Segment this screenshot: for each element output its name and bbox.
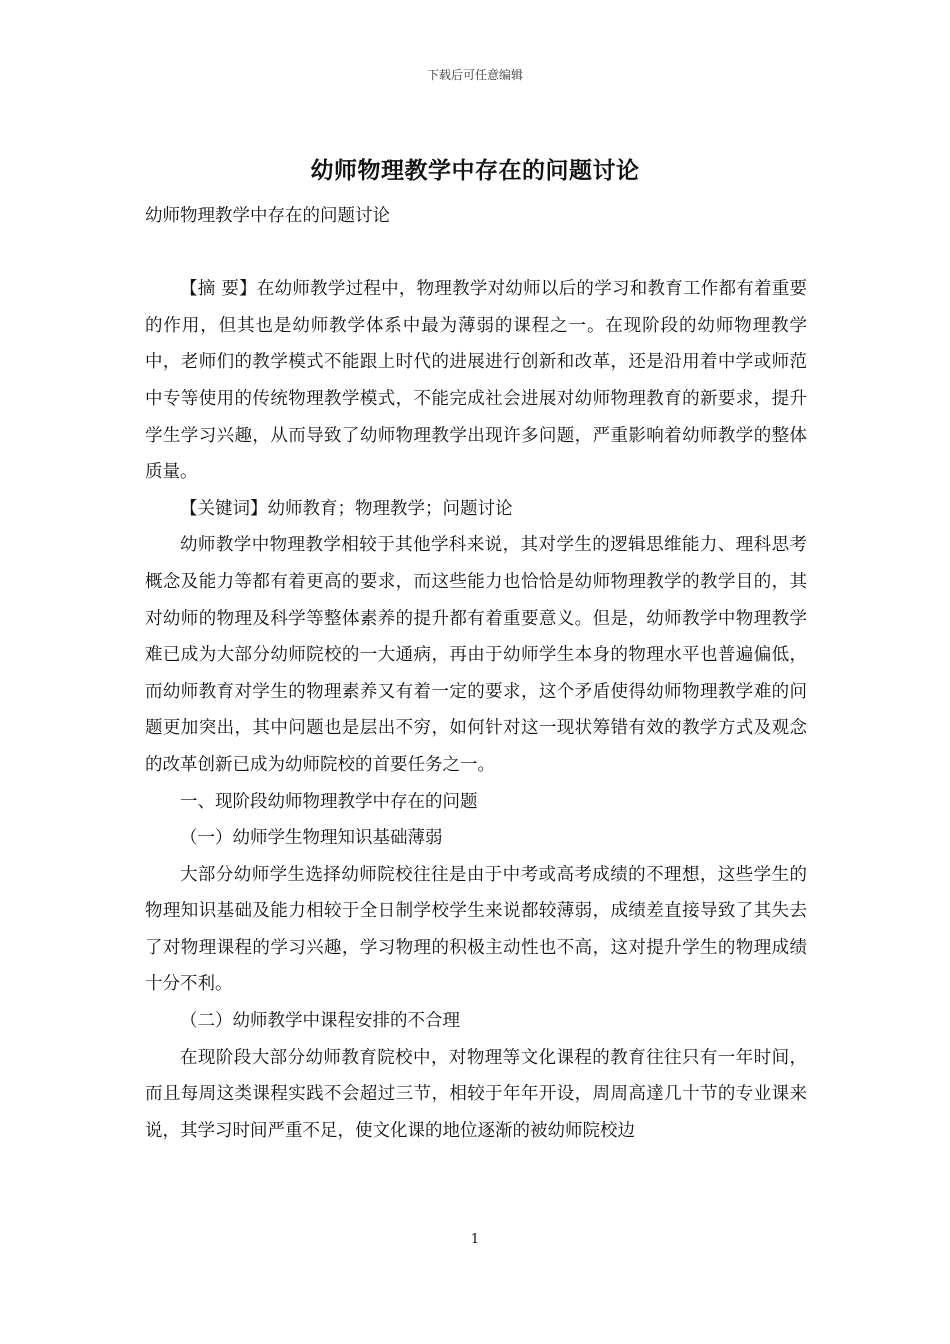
- document-body: [145, 198, 807, 1149]
- intro-paragraph: 幼师教学中物理教学相较于其他学科来说，其对学生的逻辑思维能力、理科思考概念及能力等都有着更高的要求，而这些能力也恰恰是幼师物理教学的教学目的，其对幼师的物理及科学等整体素养的提升都有着重要意义。但是，幼师教学中物理教学难已成为大部分幼师院校的一大通病，再由于幼师学生本身的物理水平也普遍偏低，而幼师教育对学生的物理素养又有着一定的要求，这个矛盾使得幼师物理教学难的问题更加突出，其中问题也是层出不穷，如何针对这一现状筹错有效的教学方式及观念的改革创新已成为幼师院校的首要任务之一。: [145, 535, 807, 775]
- blank-line: [145, 235, 807, 272]
- keywords-paragraph: 【关键词】幼师教育；物理教学；问题讨论: [180, 498, 513, 519]
- subsection-heading-2: （二）幼师教学中课程安排的不合理: [180, 1011, 460, 1032]
- document-title: 幼师物理教学中存在的问题讨论: [310, 157, 640, 184]
- document-subtitle: 幼师物理教学中存在的问题讨论: [145, 206, 390, 226]
- section-heading-1: 一、现阶段幼师物理教学中存在的问题: [180, 791, 478, 812]
- subsection-heading-1: （一）幼师学生物理知识基础薄弱: [180, 828, 443, 849]
- abstract-paragraph: 【摘 要】在幼师教学过程中，物理教学对幼师以后的学习和教育工作都有着重要的作用，但其也是幼师教学体系中最为薄弱的课程之一。在现阶段的幼师物理教学中，老师们的教学模式不能跟上时代的进展进行创新和改革，还是沿用着中学或师范中专等使用的传统物理教学模式，不能完成社会进展对幼师物理教育的新要求，提升学生学习兴趣，从而导致了幼师物理教学出现许多问题，严重影响着幼师教学的整体质量。: [145, 279, 807, 483]
- body-paragraph: 在现阶段大部分幼师教育院校中，对物理等文化课程的教育往往只有一年时间，而且每周这类课程实践不会超过三节，相较于年年开设，周周高達几十节的专业课来说，其学习时间严重不足，使文化课的地位逐渐的被幼师院校边: [145, 1047, 807, 1141]
- header-note: 下载后可任意编辑: [426, 68, 523, 82]
- page-number: 1: [470, 1232, 480, 1247]
- body-paragraph: 大部分幼师学生选择幼师院校往往是由于中考或高考成绩的不理想，这些学生的物理知识基础及能力相较于全日制学校学生来说都较薄弱，成绩差直接导致了其失去了对物理课程的学习兴趣，学习物理的积极主动性也不高，这对提升学生的物理成绩十分不利。: [145, 864, 807, 995]
